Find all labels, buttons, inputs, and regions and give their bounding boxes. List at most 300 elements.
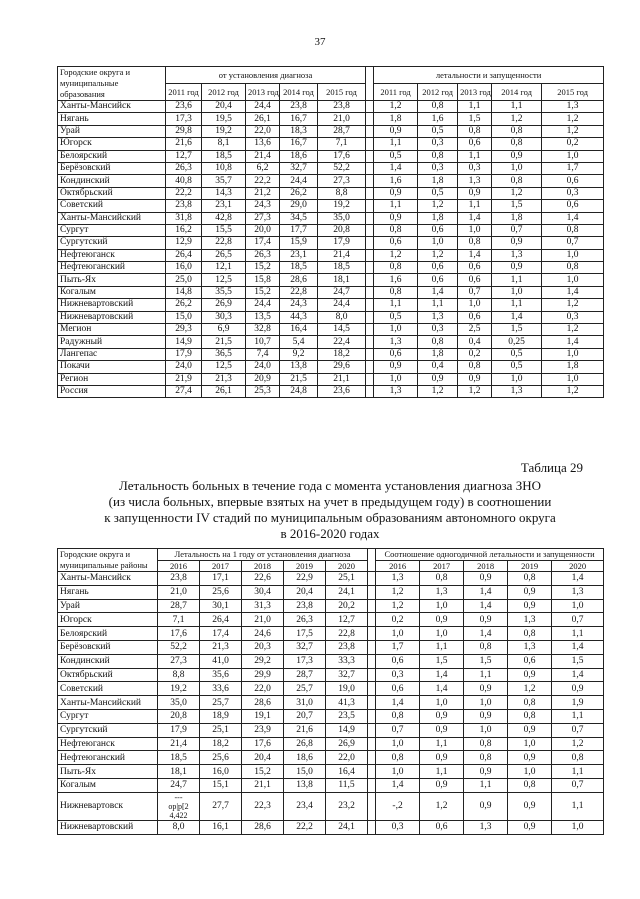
district-name: Белоярский bbox=[58, 627, 158, 641]
ratio-value: 1,3 bbox=[374, 385, 418, 397]
district-name: Нижневартовский bbox=[58, 311, 166, 323]
table-row bbox=[58, 385, 604, 397]
table-lethality-2011-2015 bbox=[57, 66, 604, 398]
district-name: Лангепас bbox=[58, 348, 166, 360]
lethality-value: 6,9 bbox=[202, 324, 246, 336]
column-gap bbox=[368, 737, 376, 751]
district-name: Октябрьский bbox=[58, 187, 166, 199]
lethality-value: 18,6 bbox=[284, 751, 326, 765]
district-name: Урай bbox=[58, 599, 158, 613]
lethality-value: 22,3 bbox=[242, 792, 284, 820]
lethality-value: 18,5 bbox=[158, 751, 200, 765]
ratio-value: 0,8 bbox=[508, 709, 552, 723]
lethality-value: 15,8 bbox=[246, 274, 280, 286]
lethality-value: 18,2 bbox=[200, 737, 242, 751]
lethality-value: 12,7 bbox=[166, 150, 202, 162]
table-title-line-4: в 2016-2020 годах bbox=[280, 526, 380, 541]
ratio-value: 0,8 bbox=[508, 696, 552, 710]
lethality-value: 21,3 bbox=[202, 373, 246, 385]
ratio-value: 1,0 bbox=[542, 274, 604, 286]
ratio-value: 0,7 bbox=[542, 237, 604, 249]
ratio-value: 1,3 bbox=[464, 820, 508, 834]
ratio-value: 1,2 bbox=[542, 324, 604, 336]
ratio-value: 0,8 bbox=[418, 101, 458, 113]
lethality-value: 16,0 bbox=[166, 262, 202, 274]
ratio-value: 0,3 bbox=[418, 162, 458, 174]
ratio-value: 2,5 bbox=[458, 324, 492, 336]
column-gap bbox=[368, 627, 376, 641]
ratio-value: 1,3 bbox=[376, 572, 420, 586]
ratio-value: 1,2 bbox=[542, 125, 604, 137]
lethality-value: 18,3 bbox=[280, 125, 318, 137]
ratio-value: 1,2 bbox=[418, 249, 458, 261]
year-header: 2014 год bbox=[280, 84, 318, 101]
lethality-value: 42,8 bbox=[202, 212, 246, 224]
table-row bbox=[58, 792, 604, 820]
year-header: 2012 год bbox=[202, 84, 246, 101]
column-gap bbox=[366, 249, 374, 261]
table-row bbox=[58, 737, 604, 751]
ratio-value: 1,0 bbox=[420, 599, 464, 613]
district-name: Ханты-Мансийский bbox=[58, 212, 166, 224]
ratio-value: 0,8 bbox=[376, 751, 420, 765]
lethality-value: 14,5 bbox=[318, 324, 366, 336]
lethality-value: 30,4 bbox=[242, 585, 284, 599]
column-gap bbox=[368, 572, 376, 586]
ratio-value: 0,6 bbox=[420, 820, 464, 834]
ratio-value: 1,2 bbox=[542, 299, 604, 311]
lethality-value: 19,2 bbox=[318, 200, 366, 212]
lethality-value: 22,6 bbox=[242, 572, 284, 586]
table-row bbox=[58, 224, 604, 236]
table-row bbox=[58, 324, 604, 336]
column-gap bbox=[366, 299, 374, 311]
column-gap bbox=[366, 175, 374, 187]
lethality-value: 20,2 bbox=[326, 599, 368, 613]
lethality-value: 16,7 bbox=[280, 113, 318, 125]
lethality-value: 17,5 bbox=[284, 627, 326, 641]
ratio-value: 0,6 bbox=[542, 175, 604, 187]
lethality-value: 33,6 bbox=[200, 682, 242, 696]
ratio-value: 0,8 bbox=[374, 262, 418, 274]
lethality-value: 24,8 bbox=[280, 385, 318, 397]
lethality-value: 32,7 bbox=[326, 668, 368, 682]
ratio-value: 0,8 bbox=[374, 224, 418, 236]
table-row bbox=[58, 113, 604, 125]
lethality-value: 7,4 bbox=[246, 348, 280, 360]
ratio-value: 0,9 bbox=[374, 361, 418, 373]
group-header-right: Соотношение одногодичной летальности и запущенности bbox=[376, 549, 604, 561]
ratio-value: 0,8 bbox=[418, 336, 458, 348]
table-row bbox=[58, 682, 604, 696]
year-header: 2015 год bbox=[318, 84, 366, 101]
column-gap bbox=[368, 613, 376, 627]
lethality-value: 17,4 bbox=[200, 627, 242, 641]
ratio-value: 1,5 bbox=[552, 654, 604, 668]
ratio-value: 1,0 bbox=[508, 765, 552, 779]
lethality-value: 18,9 bbox=[200, 709, 242, 723]
ratio-value: 0,9 bbox=[464, 792, 508, 820]
ratio-value: 1,4 bbox=[542, 286, 604, 298]
table-row bbox=[58, 336, 604, 348]
year-header: 2011 год bbox=[374, 84, 418, 101]
ratio-value: 0,8 bbox=[542, 224, 604, 236]
lethality-value: 24,4 bbox=[318, 299, 366, 311]
ratio-value: 0,3 bbox=[418, 138, 458, 150]
lethality-value: 44,3 bbox=[280, 311, 318, 323]
lethality-value: 23,8 bbox=[166, 200, 202, 212]
ratio-value: 1,2 bbox=[374, 101, 418, 113]
ratio-value: 1,0 bbox=[492, 286, 542, 298]
table-row bbox=[58, 162, 604, 174]
table-row bbox=[58, 175, 604, 187]
lethality-value: 19,1 bbox=[242, 709, 284, 723]
lethality-value: 12,9 bbox=[166, 237, 202, 249]
lethality-value: 23,5 bbox=[326, 709, 368, 723]
ratio-value: 0,9 bbox=[508, 585, 552, 599]
year-header: 2017 bbox=[420, 560, 464, 572]
table-row bbox=[58, 668, 604, 682]
table-row bbox=[58, 311, 604, 323]
lethality-value: 20,3 bbox=[242, 640, 284, 654]
ratio-value: 0,9 bbox=[458, 187, 492, 199]
table-row bbox=[58, 286, 604, 298]
ratio-value: 1,2 bbox=[508, 682, 552, 696]
table-row bbox=[58, 585, 604, 599]
lethality-value: 32,7 bbox=[284, 640, 326, 654]
lethality-value: 17,9 bbox=[158, 723, 200, 737]
ratio-value: 1,4 bbox=[420, 682, 464, 696]
ratio-value: 1,0 bbox=[420, 627, 464, 641]
ratio-value: 0,8 bbox=[492, 125, 542, 137]
ratio-value: 1,8 bbox=[542, 361, 604, 373]
ratio-value: 0,4 bbox=[418, 361, 458, 373]
ratio-value: 0,9 bbox=[374, 212, 418, 224]
ratio-value: 1,4 bbox=[374, 162, 418, 174]
ratio-value: 1,4 bbox=[552, 668, 604, 682]
ratio-value: 0,8 bbox=[458, 361, 492, 373]
lethality-value: 22,0 bbox=[326, 751, 368, 765]
lethality-value: 24,1 bbox=[326, 820, 368, 834]
ratio-value: 0,8 bbox=[420, 572, 464, 586]
column-gap bbox=[366, 385, 374, 397]
ratio-value: 1,3 bbox=[508, 613, 552, 627]
lethality-value: 12,1 bbox=[202, 262, 246, 274]
lethality-value: 21,1 bbox=[318, 373, 366, 385]
table-row bbox=[58, 654, 604, 668]
lethality-value: 17,6 bbox=[242, 737, 284, 751]
table-row bbox=[58, 613, 604, 627]
lethality-value: 12,5 bbox=[202, 361, 246, 373]
ratio-value: 1,2 bbox=[492, 113, 542, 125]
lethality-value: 21,2 bbox=[246, 187, 280, 199]
district-name: Берёзовский bbox=[58, 162, 166, 174]
lethality-value: 23,9 bbox=[242, 723, 284, 737]
table-row bbox=[58, 723, 604, 737]
column-gap bbox=[368, 599, 376, 613]
year-header: 2013 год bbox=[246, 84, 280, 101]
table-row bbox=[58, 751, 604, 765]
lethality-value: 16,0 bbox=[200, 765, 242, 779]
lethality-value: 18,5 bbox=[318, 262, 366, 274]
column-gap bbox=[368, 668, 376, 682]
ratio-value: 0,5 bbox=[492, 348, 542, 360]
lethality-value: 18,5 bbox=[202, 150, 246, 162]
ratio-value: 1,1 bbox=[374, 299, 418, 311]
ratio-value: 1,4 bbox=[458, 249, 492, 261]
lethality-value: 17,3 bbox=[284, 654, 326, 668]
ratio-value: 1,4 bbox=[542, 212, 604, 224]
column-gap bbox=[368, 654, 376, 668]
lethality-value: 6,2 bbox=[246, 162, 280, 174]
lethality-value: 26,1 bbox=[202, 385, 246, 397]
ratio-value: 1,1 bbox=[464, 778, 508, 792]
ratio-value: 1,8 bbox=[418, 212, 458, 224]
lethality-value: 26,2 bbox=[280, 187, 318, 199]
ratio-value: 0,8 bbox=[552, 751, 604, 765]
ratio-value: 0,8 bbox=[464, 751, 508, 765]
year-header: 2011 год bbox=[166, 84, 202, 101]
column-gap bbox=[366, 113, 374, 125]
district-name: Кондинский bbox=[58, 175, 166, 187]
year-header: 2013 год bbox=[458, 84, 492, 101]
ratio-value: 0,5 bbox=[374, 311, 418, 323]
ratio-value: 1,0 bbox=[552, 599, 604, 613]
column-gap bbox=[368, 765, 376, 779]
lethality-value: 24,4 bbox=[246, 299, 280, 311]
lethality-value: 8,0 bbox=[318, 311, 366, 323]
ratio-value: 1,1 bbox=[552, 709, 604, 723]
lethality-value: --- ор|р[2 4,422 bbox=[158, 792, 200, 820]
ratio-value: 0,6 bbox=[418, 262, 458, 274]
column-gap bbox=[366, 324, 374, 336]
lethality-value: 17,3 bbox=[166, 113, 202, 125]
ratio-value: 0,7 bbox=[552, 723, 604, 737]
year-header: 2019 bbox=[508, 560, 552, 572]
ratio-value: 1,4 bbox=[464, 585, 508, 599]
district-name: Пыть-Ях bbox=[58, 765, 158, 779]
ratio-value: 0,9 bbox=[464, 682, 508, 696]
ratio-value: 1,1 bbox=[420, 765, 464, 779]
district-name: Радужный bbox=[58, 336, 166, 348]
lethality-value: 18,1 bbox=[158, 765, 200, 779]
table-row bbox=[58, 274, 604, 286]
ratio-value: 0,6 bbox=[376, 682, 420, 696]
year-header: 2016 bbox=[158, 560, 200, 572]
ratio-value: 1,3 bbox=[418, 311, 458, 323]
lethality-value: 16,4 bbox=[326, 765, 368, 779]
ratio-value: 1,2 bbox=[376, 599, 420, 613]
ratio-value: 1,2 bbox=[420, 792, 464, 820]
lethality-value: 23,4 bbox=[284, 792, 326, 820]
ratio-value: 1,3 bbox=[552, 585, 604, 599]
district-name: Россия bbox=[58, 385, 166, 397]
ratio-value: 1,0 bbox=[376, 765, 420, 779]
lethality-value: 23,8 bbox=[280, 101, 318, 113]
ratio-value: 0,9 bbox=[492, 150, 542, 162]
lethality-value: 23,6 bbox=[318, 385, 366, 397]
lethality-value: 26,3 bbox=[166, 162, 202, 174]
column-gap bbox=[366, 138, 374, 150]
ratio-value: 0,7 bbox=[458, 286, 492, 298]
district-name: Белоярский bbox=[58, 150, 166, 162]
lethality-value: 28,6 bbox=[242, 696, 284, 710]
lethality-value: 31,3 bbox=[242, 599, 284, 613]
table-row bbox=[58, 361, 604, 373]
ratio-value: 1,1 bbox=[418, 299, 458, 311]
lethality-value: 23,6 bbox=[166, 101, 202, 113]
ratio-value: 1,8 bbox=[374, 113, 418, 125]
column-gap bbox=[366, 286, 374, 298]
lethality-value: 21,0 bbox=[158, 585, 200, 599]
lethality-value: 16,4 bbox=[280, 324, 318, 336]
ratio-value: 1,7 bbox=[376, 640, 420, 654]
lethality-value: 25,6 bbox=[200, 585, 242, 599]
ratio-value: 0,9 bbox=[420, 723, 464, 737]
table-row bbox=[58, 765, 604, 779]
lethality-value: 15,5 bbox=[202, 224, 246, 236]
ratio-value: 1,5 bbox=[464, 654, 508, 668]
lethality-value: 17,1 bbox=[200, 572, 242, 586]
lethality-value: 13,5 bbox=[246, 311, 280, 323]
ratio-value: 1,4 bbox=[458, 212, 492, 224]
table-title-line-2: (из числа больных, впервые взятых на учет в предыдущем году) в соотношении bbox=[108, 494, 552, 509]
lethality-value: 9,2 bbox=[280, 348, 318, 360]
ratio-value: 1,1 bbox=[552, 765, 604, 779]
column-gap bbox=[368, 751, 376, 765]
ratio-value: 1,1 bbox=[458, 150, 492, 162]
column-gap bbox=[366, 348, 374, 360]
ratio-value: 1,4 bbox=[464, 599, 508, 613]
ratio-value: 0,6 bbox=[458, 274, 492, 286]
lethality-value: 23,8 bbox=[318, 101, 366, 113]
lethality-value: 25,0 bbox=[166, 274, 202, 286]
column-gap bbox=[366, 262, 374, 274]
lethality-value: 19,2 bbox=[158, 682, 200, 696]
lethality-value: 20,4 bbox=[242, 751, 284, 765]
ratio-value: 1,0 bbox=[376, 737, 420, 751]
district-name: Сургутский bbox=[58, 723, 158, 737]
lethality-value: 19,0 bbox=[326, 682, 368, 696]
ratio-value: 1,0 bbox=[492, 373, 542, 385]
district-name: Когалым bbox=[58, 778, 158, 792]
lethality-value: 17,6 bbox=[318, 150, 366, 162]
ratio-value: 1,1 bbox=[552, 627, 604, 641]
lethality-value: 32,8 bbox=[246, 324, 280, 336]
ratio-value: 0,5 bbox=[418, 125, 458, 137]
ratio-value: 0,9 bbox=[464, 572, 508, 586]
ratio-value: 0,9 bbox=[374, 125, 418, 137]
district-name: Нижневартовский bbox=[58, 299, 166, 311]
lethality-value: 26,4 bbox=[166, 249, 202, 261]
column-gap bbox=[368, 723, 376, 737]
lethality-value: 18,1 bbox=[318, 274, 366, 286]
district-name: Нижневартовск bbox=[58, 792, 158, 820]
column-gap bbox=[366, 336, 374, 348]
column-gap bbox=[366, 224, 374, 236]
lethality-value: 10,7 bbox=[246, 336, 280, 348]
lethality-value: 16,7 bbox=[280, 138, 318, 150]
ratio-value: 1,8 bbox=[418, 348, 458, 360]
ratio-value: 1,4 bbox=[376, 778, 420, 792]
ratio-value: 1,3 bbox=[492, 385, 542, 397]
lethality-value: 20,4 bbox=[202, 101, 246, 113]
year-header: 2020 bbox=[326, 560, 368, 572]
column-gap bbox=[366, 162, 374, 174]
lethality-value: 28,6 bbox=[242, 820, 284, 834]
column-gap bbox=[368, 709, 376, 723]
lethality-value: 20,8 bbox=[158, 709, 200, 723]
table-row bbox=[58, 640, 604, 654]
ratio-value: 0,3 bbox=[376, 668, 420, 682]
lethality-value: 29,6 bbox=[318, 361, 366, 373]
ratio-value: 0,9 bbox=[508, 599, 552, 613]
ratio-value: 1,2 bbox=[458, 385, 492, 397]
district-name: Нефтеюганский bbox=[58, 262, 166, 274]
ratio-value: 0,3 bbox=[418, 324, 458, 336]
district-name: Нижневартовский bbox=[58, 820, 158, 834]
lethality-value: 14,9 bbox=[166, 336, 202, 348]
lethality-value: 25,6 bbox=[200, 751, 242, 765]
column-gap bbox=[366, 361, 374, 373]
lethality-value: 21,4 bbox=[318, 249, 366, 261]
year-header: 2012 год bbox=[418, 84, 458, 101]
column-gap bbox=[368, 778, 376, 792]
ratio-value: 0,5 bbox=[492, 361, 542, 373]
ratio-value: 1,0 bbox=[542, 150, 604, 162]
ratio-value: 1,2 bbox=[492, 187, 542, 199]
ratio-value: 1,1 bbox=[492, 299, 542, 311]
lethality-value: 8,1 bbox=[202, 138, 246, 150]
district-column-header: Городские округа и муниципальные образования bbox=[58, 67, 166, 101]
table-row bbox=[58, 187, 604, 199]
ratio-value: 0,25 bbox=[492, 336, 542, 348]
ratio-value: 0,6 bbox=[376, 654, 420, 668]
column-gap bbox=[368, 820, 376, 834]
year-header: 2016 bbox=[376, 560, 420, 572]
year-header: 2018 bbox=[242, 560, 284, 572]
table-row bbox=[58, 299, 604, 311]
table-title-line-3: к запущенности IV стадий по муниципальным образованиям автономного округа bbox=[104, 510, 556, 525]
group-header-left: Летальность на 1 году от установления диагноза bbox=[158, 549, 368, 561]
column-gap bbox=[366, 373, 374, 385]
district-name: Регион bbox=[58, 373, 166, 385]
ratio-value: 1,0 bbox=[458, 224, 492, 236]
table-row bbox=[58, 101, 604, 113]
lethality-value: 14,3 bbox=[202, 187, 246, 199]
ratio-value: 1,0 bbox=[542, 348, 604, 360]
lethality-value: 21,9 bbox=[166, 373, 202, 385]
lethality-value: 24,4 bbox=[246, 101, 280, 113]
ratio-value: 1,2 bbox=[374, 249, 418, 261]
lethality-value: 19,5 bbox=[202, 113, 246, 125]
ratio-value: 0,9 bbox=[374, 187, 418, 199]
ratio-value: 0,6 bbox=[458, 138, 492, 150]
lethality-value: 18,6 bbox=[280, 150, 318, 162]
ratio-value: 0,3 bbox=[458, 162, 492, 174]
ratio-value: 1,1 bbox=[458, 200, 492, 212]
year-header: 2020 bbox=[552, 560, 604, 572]
ratio-value: 0,9 bbox=[552, 682, 604, 696]
ratio-value: 0,8 bbox=[374, 286, 418, 298]
lethality-value: 23,1 bbox=[202, 200, 246, 212]
lethality-value: 24,0 bbox=[166, 361, 202, 373]
ratio-value: 0,9 bbox=[492, 237, 542, 249]
column-gap bbox=[366, 150, 374, 162]
lethality-value: 35,7 bbox=[202, 175, 246, 187]
ratio-value: 1,0 bbox=[552, 820, 604, 834]
lethality-value: 26,9 bbox=[326, 737, 368, 751]
